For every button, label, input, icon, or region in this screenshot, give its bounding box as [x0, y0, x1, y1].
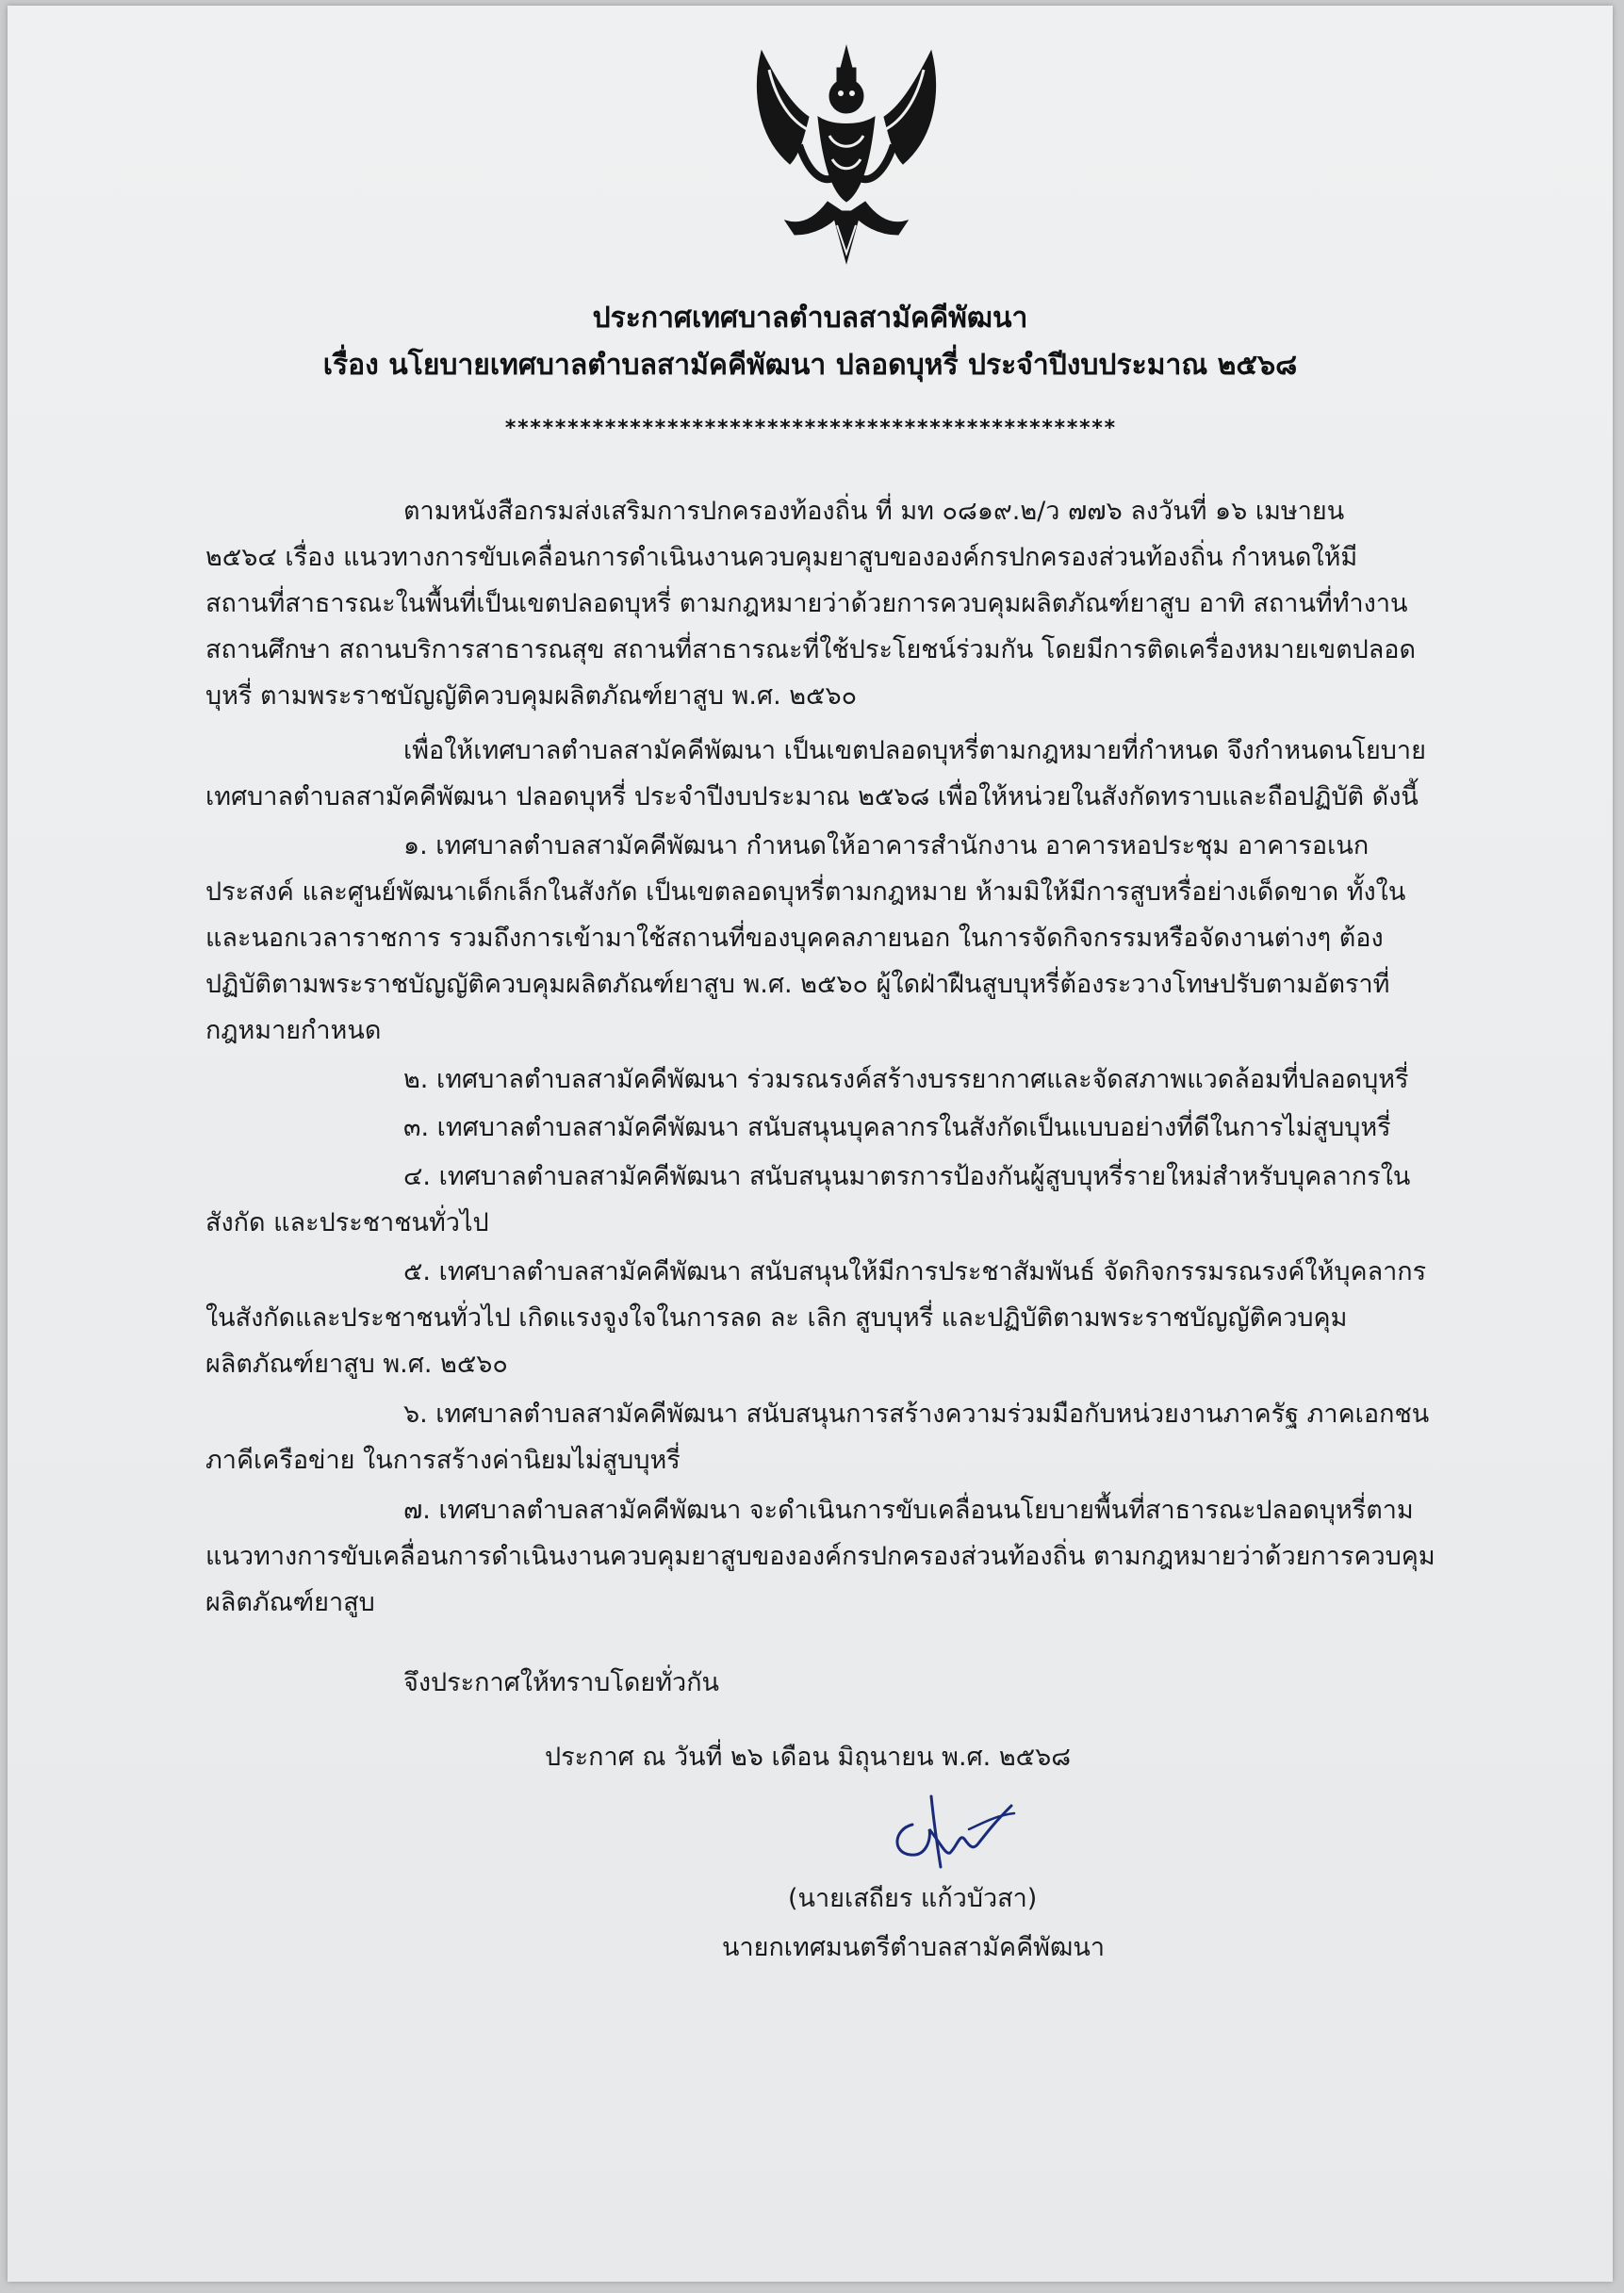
document-page — [8, 6, 1613, 2282]
body-line: กฎหมายกำหนด — [205, 1016, 382, 1045]
body-line: ผลิตภัณฑ์ยาสูบ พ.ศ. ๒๕๖๐ — [205, 1350, 508, 1379]
separator-line: ************************************************* — [503, 417, 1116, 440]
body-line: ๒๕๖๔ เรื่อง แนวทางการขับเคลื่อนการดำเนินงานควบคุมยาสูบขององค์กรปกครองส่วนท้องถิ่น กำหนดให้มี — [205, 543, 1358, 572]
announcement-date: ประกาศ ณ วันที่ ๒๖ เดือน มิถุนายน พ.ศ. ๒๕๖๘ — [545, 1743, 1072, 1772]
body-line: แนวทางการขับเคลื่อนการดำเนินงานควบคุมยาสูบขององค์กรปกครองส่วนท้องถิ่น ตามกฎหมายว่าด้วยการควบคุม — [205, 1542, 1435, 1571]
policy-item-7: ๗. เทศบาลตำบลสามัคคีพัฒนา จะดำเนินการขับเคลื่อนนโยบายพื้นที่สาธารณะปลอดบุหรี่ตาม — [403, 1496, 1414, 1525]
body-line: ตามหนังสือกรมส่งเสริมการปกครองท้องถิ่น ที่ มท ๐๘๑๙.๒/ว ๗๗๖ ลงวันที่ ๑๖ เมษายน — [403, 497, 1345, 526]
body-line: สถานศึกษา สถานบริการสาธารณสุข สถานที่สาธารณะที่ใช้ประโยชน์ร่วมกัน โดยมีการติดเครื่องหมายเขตปลอด — [205, 635, 1417, 664]
body-line: ในสังกัดและประชาชนทั่วไป เกิดแรงจูงใจในการลด ละ เลิก สูบบุหรี่ และปฏิบัติตามพระราชบัญญัติควบคุม — [205, 1303, 1348, 1333]
closing-announcement: จึงประกาศให้ทราบโดยทั่วกัน — [403, 1668, 719, 1697]
document-subject: เรื่อง นโยบายเทศบาลตำบลสามัคคีพัฒนา ปลอดบุหรี่ ประจำปีงบประมาณ ๒๕๖๘ — [322, 349, 1298, 382]
body-line: บุหรี่ ตามพระราชบัญญัติควบคุมผลิตภัณฑ์ยาสูบ พ.ศ. ๒๕๖๐ — [205, 681, 858, 711]
policy-item-3: ๓. เทศบาลตำบลสามัคคีพัฒนา สนับสนุนบุคลากรในสังกัดเป็นแบบอย่างที่ดีในการไม่สูบบุหรี่ — [403, 1113, 1391, 1142]
policy-item-5: ๕. เทศบาลตำบลสามัคคีพัฒนา สนับสนุนให้มีการประชาสัมพันธ์ จัดกิจกรรมรณรงค์ให้บุคลากร — [403, 1257, 1427, 1286]
body-line: และนอกเวลาราชการ รวมถึงการเข้ามาใช้สถานที่ของบุคคลภายนอก ในการจัดกิจกรรมหรือจัดงานต่างๆ ต้อง — [205, 924, 1384, 953]
body-line: ผลิตภัณฑ์ยาสูบ — [205, 1588, 375, 1617]
body-line: ประสงค์ และศูนย์พัฒนาเด็กเล็กในสังกัด เป็นเขตลอดบุหรี่ตามกฎหมาย ห้ามมิให้มีการสูบหรื่อย่างเด็ดขาด ทั้งใน — [205, 877, 1406, 907]
policy-item-6: ๖. เทศบาลตำบลสามัคคีพัฒนา สนับสนุนการสร้างความร่วมมือกับหน่วยงานภาครัฐ ภาคเอกชน — [403, 1400, 1430, 1429]
garuda-emblem-icon — [743, 41, 950, 268]
signature-icon — [875, 1787, 1016, 1872]
policy-item-2: ๒. เทศบาลตำบลสามัคคีพัฒนา ร่วมรณรงค์สร้างบรรยากาศและจัดสภาพแวดล้อมที่ปลอดบุหรี่ — [403, 1065, 1409, 1094]
body-line: เทศบาลตำบลสามัคคีพัฒนา ปลอดบุหรี่ ประจำปีงบประมาณ ๒๕๖๘ เพื่อให้หน่วยในสังกัดทราบและถือปฏิบัติ ดังนี้ — [205, 782, 1419, 811]
policy-item-1: ๑. เทศบาลตำบลสามัคคีพัฒนา กำหนดให้อาคารสำนักงาน อาคารหอประชุม อาคารอเนก — [403, 831, 1370, 860]
body-line: เพื่อให้เทศบาลตำบลสามัคคีพัฒนา เป็นเขตปลอดบุหรี่ตามกฎหมายที่กำหนด จึงกำหนดนโยบาย — [403, 736, 1426, 765]
signer-name: (นายเสถียร แก้วบัวสา) — [788, 1884, 1038, 1913]
body-line: ภาคีเครือข่าย ในการสร้างค่านิยมไม่สูบบุหรี่ — [205, 1446, 681, 1475]
body-line: ปฏิบัติตามพระราชบัญญัติควบคุมผลิตภัณฑ์ยาสูบ พ.ศ. ๒๕๖๐ ผู้ใดฝ่าฝืนสูบบุหรี่ต้องระวางโทษปรับตามอัตราที่ — [205, 970, 1390, 999]
body-line: สังกัด และประชาชนทั่วไป — [205, 1208, 489, 1237]
signer-title: นายกเทศมนตรีตำบลสามัคคีพัฒนา — [722, 1933, 1105, 1962]
policy-item-4: ๔. เทศบาลตำบลสามัคคีพัฒนา สนับสนุนมาตรการป้องกันผู้สูบบุหรี่รายใหม่สำหรับบุคลากรใน — [403, 1162, 1411, 1191]
document-title: ประกาศเทศบาลตำบลสามัคคีพัฒนา — [592, 302, 1028, 335]
body-line: สถานที่สาธารณะในพื้นที่เป็นเขตปลอดบุหรี่ ตามกฎหมายว่าด้วยการควบคุมผลิตภัณฑ์ยาสูบ อาทิ สถานที่ทำงาน — [205, 589, 1408, 618]
